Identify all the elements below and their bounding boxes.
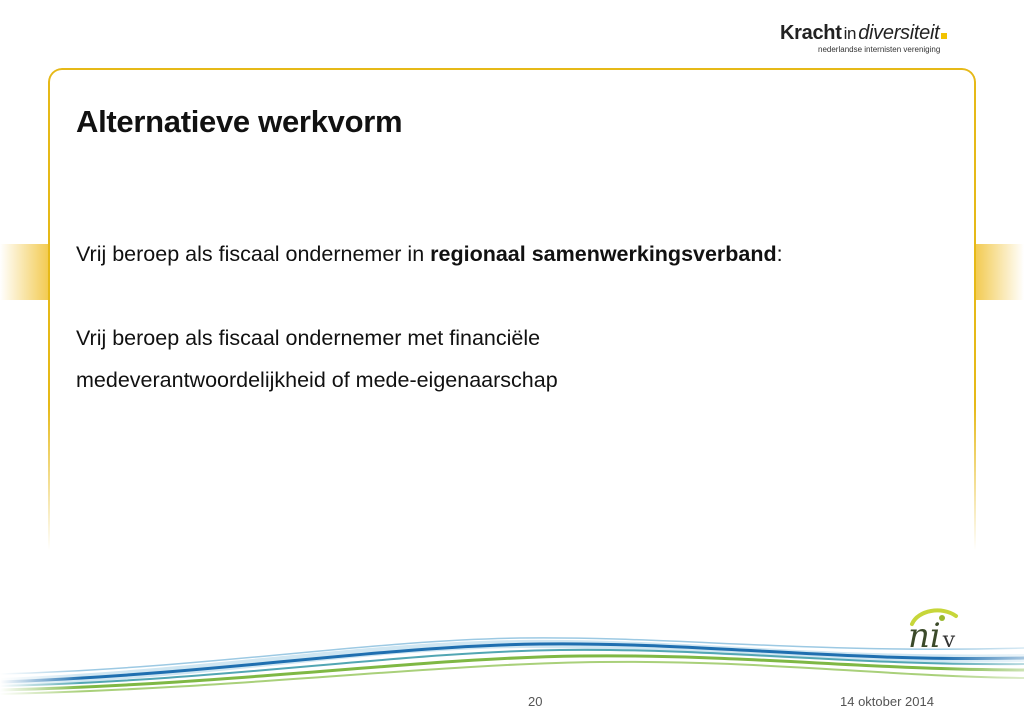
kracht-in-diversiteit-logo: [780, 22, 980, 58]
body-line-2: Vrij beroep als fiscaal ondernemer met financiële: [76, 326, 541, 350]
body-line-1-prefix: Vrij beroep als fiscaal ondernemer in: [76, 242, 431, 266]
decorative-waves: [0, 600, 1024, 700]
niv-logo-letters: ni: [908, 616, 941, 656]
niv-logo: [904, 606, 968, 660]
content-frame: [48, 68, 976, 550]
logo-brand-in: in: [843, 24, 857, 43]
niv-logo-text: [908, 616, 955, 656]
niv-logo-v: v: [942, 628, 956, 653]
page-number: 20: [528, 694, 543, 709]
body-line-3: medeverantwoordelijkheid of mede-eigenaarschap: [76, 368, 558, 392]
slide-date: 14 oktober 2014: [840, 694, 934, 709]
logo-dot: [941, 33, 947, 39]
right-accent-band: [974, 244, 1024, 300]
body-line-1-bold: regionaal samenwerkingsverband: [430, 242, 777, 266]
body-line-1-suffix: :: [776, 242, 783, 266]
logo-brand-bold: Kracht: [780, 22, 842, 44]
slide-title: Alternatieve werkvorm: [76, 104, 403, 139]
left-accent-band: [0, 244, 50, 300]
body-line-1: [76, 242, 783, 267]
logo-brand-rest: diversiteit: [858, 22, 940, 44]
logo-wordmark: [780, 22, 947, 45]
logo-subtitle: nederlandse internisten vereniging: [818, 45, 941, 54]
